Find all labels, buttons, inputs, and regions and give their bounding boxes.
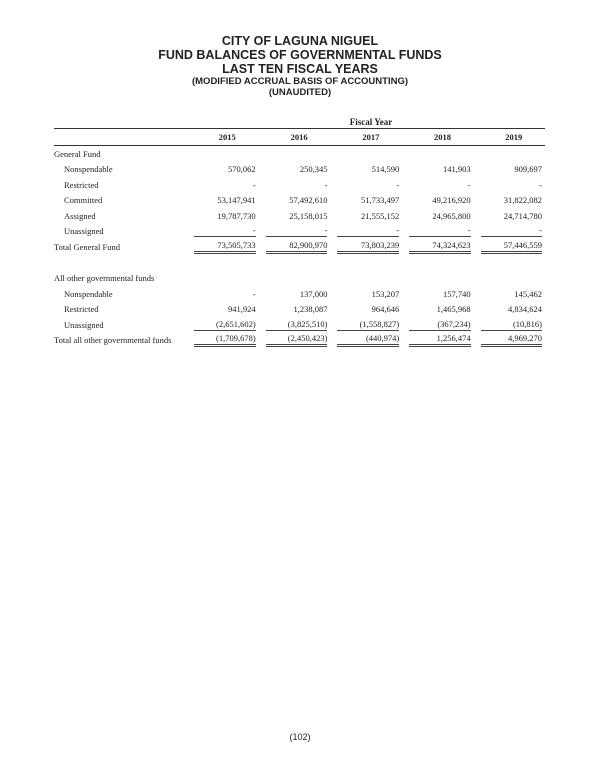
report-header bbox=[0, 34, 600, 98]
table-row-gf-nonspendable: Nonspendable 570,062 250,345 514,590 141,903 909,697 bbox=[64, 164, 542, 175]
section-header-general-fund: General Fund bbox=[54, 148, 101, 159]
column-header-2017: 2017 bbox=[330, 129, 402, 146]
table-row-gf-assigned: Assigned 19,787,730 25,158,015 21,555,152 24,965,800 24,714,780 bbox=[64, 210, 542, 221]
table-row-of-unassigned: Unassigned (2,651,602) (3,825,510) (1,558,827) (367,234) (10,816) bbox=[64, 318, 542, 330]
fiscal-year-group-header: Fiscal Year bbox=[349, 117, 393, 127]
fund-balances-table bbox=[54, 128, 545, 348]
label-column-header bbox=[54, 129, 187, 146]
column-header-2015: 2015 bbox=[187, 129, 259, 146]
column-header-2018: 2018 bbox=[402, 129, 473, 146]
table-row-of-nonspendable: Nonspendable - 137,000 153,207 157,740 145,462 bbox=[64, 288, 542, 299]
table-row-of-restricted: Restricted 941,924 1,238,087 964,646 1,465,968 4,834,624 bbox=[64, 304, 542, 315]
audit-status-subtitle: (UNAUDITED) bbox=[268, 87, 332, 98]
page-number: (102) bbox=[289, 732, 311, 742]
table-row-total-other-funds: Total all other governmental funds (1,709,678) (2,450,423) (440,974) 1,256,474 4,969,270 bbox=[54, 333, 542, 346]
column-header-row bbox=[54, 129, 545, 146]
table-row-total-general-fund: Total General Fund 73,505,733 82,900,970 73,803,239 74,324,623 57,446,559 bbox=[54, 239, 542, 252]
period-title: LAST TEN FISCAL YEARS bbox=[222, 62, 378, 76]
table-row-gf-restricted: Restricted - - - - - bbox=[64, 179, 542, 190]
column-header-2016: 2016 bbox=[259, 129, 331, 146]
table-row-gf-committed: Committed 53,147,941 57,492,610 51,733,497 49,216,920 31,822,082 bbox=[64, 195, 542, 206]
section-spacer bbox=[54, 255, 545, 271]
table-row-gf-unassigned: Unassigned - - - - - bbox=[64, 225, 542, 237]
basis-subtitle: (MODIFIED ACCRUAL BASIS OF ACCOUNTING) bbox=[191, 76, 409, 87]
city-title: CITY OF LAGUNA NIGUEL bbox=[221, 34, 379, 48]
column-header-2019: 2019 bbox=[474, 129, 545, 146]
section-header-other-funds: All other governmental funds bbox=[54, 273, 155, 284]
report-title: FUND BALANCES OF GOVERNMENTAL FUNDS bbox=[158, 48, 442, 62]
